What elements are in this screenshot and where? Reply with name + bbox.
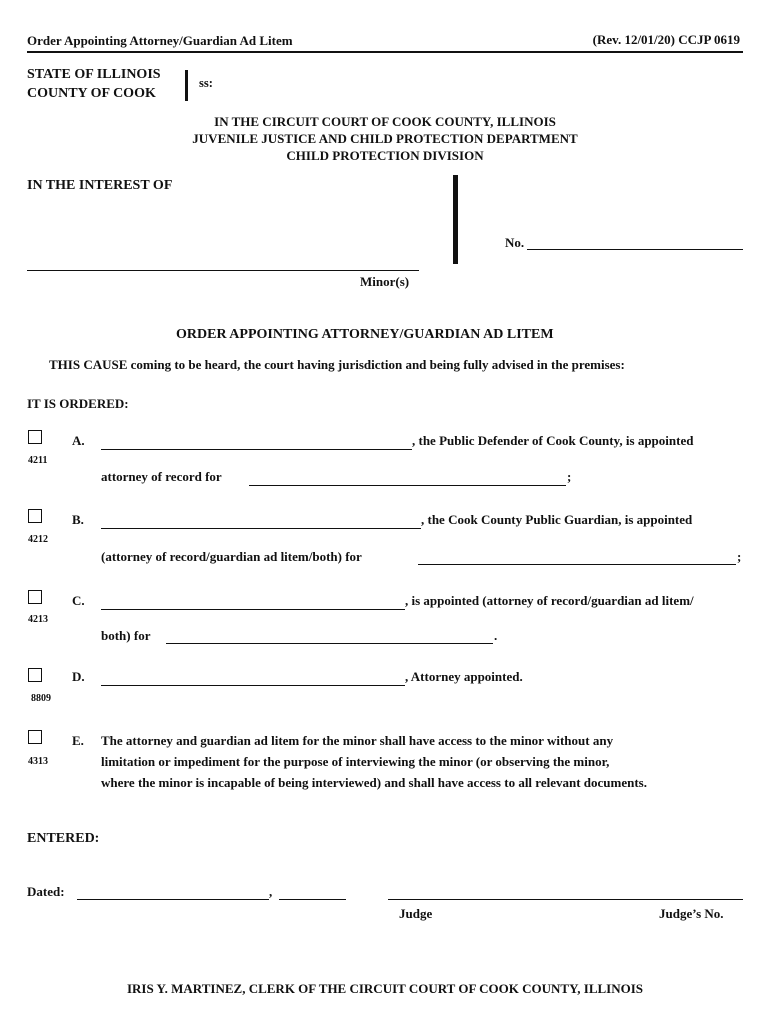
judge-signature-field[interactable]: [388, 899, 743, 900]
item-b-minor-field[interactable]: [418, 564, 736, 565]
item-e-letter: E.: [72, 733, 84, 748]
item-e-code: 4313: [28, 756, 48, 767]
item-c-letter: C.: [72, 593, 85, 608]
item-a-attorney-for-label: attorney of record for: [101, 469, 222, 484]
venue-state: STATE OF ILLINOIS: [27, 67, 161, 82]
order-title: ORDER APPOINTING ATTORNEY/GUARDIAN AD LITEM: [176, 327, 554, 342]
item-c-minor-field[interactable]: [166, 643, 493, 644]
item-a-name-field[interactable]: [101, 449, 412, 450]
item-b-terminator: ;: [737, 549, 742, 564]
venue-bracket: [185, 70, 188, 101]
item-a-terminator: ;: [567, 469, 572, 484]
dated-label: Dated:: [27, 884, 65, 899]
item-e-line-3: where the minor is incapable of being interviewed) and shall have access to all relevant documents.: [101, 775, 647, 790]
form-title: Order Appointing Attorney/Guardian Ad Litem: [27, 33, 293, 48]
venue-ss: ss:: [199, 76, 213, 90]
item-e-line-2: limitation or impediment for the purpose of interviewing the minor (or observing the minor,: [101, 754, 610, 769]
item-a-text: , the Public Defender of Cook County, is appointed: [412, 433, 694, 448]
case-no-label: No.: [505, 235, 525, 250]
order-intro: THIS CAUSE coming to be heard, the court having jurisdiction and being fully advised in the premises:: [49, 357, 625, 372]
it-is-ordered: IT IS ORDERED:: [27, 396, 129, 411]
item-b-name-field[interactable]: [101, 528, 421, 529]
dated-comma: ,: [269, 884, 273, 899]
item-a-checkbox[interactable]: [28, 430, 42, 444]
item-d-checkbox[interactable]: [28, 668, 42, 682]
header-rule: [27, 51, 743, 53]
item-b-code: 4212: [28, 534, 48, 545]
judge-no-label: Judge’s No.: [659, 906, 724, 921]
item-e-checkbox[interactable]: [28, 730, 42, 744]
venue-county: COUNTY OF COOK: [27, 86, 156, 101]
item-b-checkbox[interactable]: [28, 509, 42, 523]
item-d-text: , Attorney appointed.: [405, 669, 523, 684]
item-d-code: 8809: [31, 693, 51, 704]
case-no-field[interactable]: [527, 249, 743, 250]
item-b-text: , the Cook County Public Guardian, is appointed: [421, 512, 693, 527]
entered-label: ENTERED:: [27, 831, 100, 846]
item-a-code: 4211: [28, 455, 48, 466]
item-c-for-label: both) for: [101, 628, 151, 643]
dated-year-field[interactable]: [279, 899, 346, 900]
item-e-line-1: The attorney and guardian ad litem for the minor shall have access to the minor without any: [101, 733, 614, 748]
judge-label: Judge: [399, 906, 433, 921]
minor-name-field[interactable]: [27, 270, 419, 271]
item-a-letter: A.: [72, 433, 85, 448]
item-b-letter: B.: [72, 512, 84, 527]
court-department: JUVENILE JUSTICE AND CHILD PROTECTION DEPARTMENT: [192, 131, 578, 146]
item-c-checkbox[interactable]: [28, 590, 42, 604]
item-d-name-field[interactable]: [101, 685, 405, 686]
item-c-code: 4213: [28, 614, 48, 625]
item-b-for-label: (attorney of record/guardian ad litem/both) for: [101, 549, 362, 564]
court-division: CHILD PROTECTION DIVISION: [286, 148, 484, 163]
item-d-letter: D.: [72, 669, 85, 684]
interest-of-label: IN THE INTEREST OF: [27, 178, 173, 193]
clerk-footer: IRIS Y. MARTINEZ, CLERK OF THE CIRCUIT COURT OF COOK COUNTY, ILLINOIS: [126, 981, 644, 996]
item-a-minor-field[interactable]: [249, 485, 566, 486]
dated-day-field[interactable]: [77, 899, 269, 900]
item-c-name-field[interactable]: [101, 609, 405, 610]
item-c-terminator: .: [494, 628, 498, 643]
caption-divider: [453, 175, 458, 264]
minors-label: Minor(s): [360, 274, 410, 289]
court-name: IN THE CIRCUIT COURT OF COOK COUNTY, ILLINOIS: [214, 114, 556, 129]
revision-code: (Rev. 12/01/20) CCJP 0619: [592, 32, 740, 47]
item-c-text: , is appointed (attorney of record/guardian ad litem/: [405, 593, 694, 608]
